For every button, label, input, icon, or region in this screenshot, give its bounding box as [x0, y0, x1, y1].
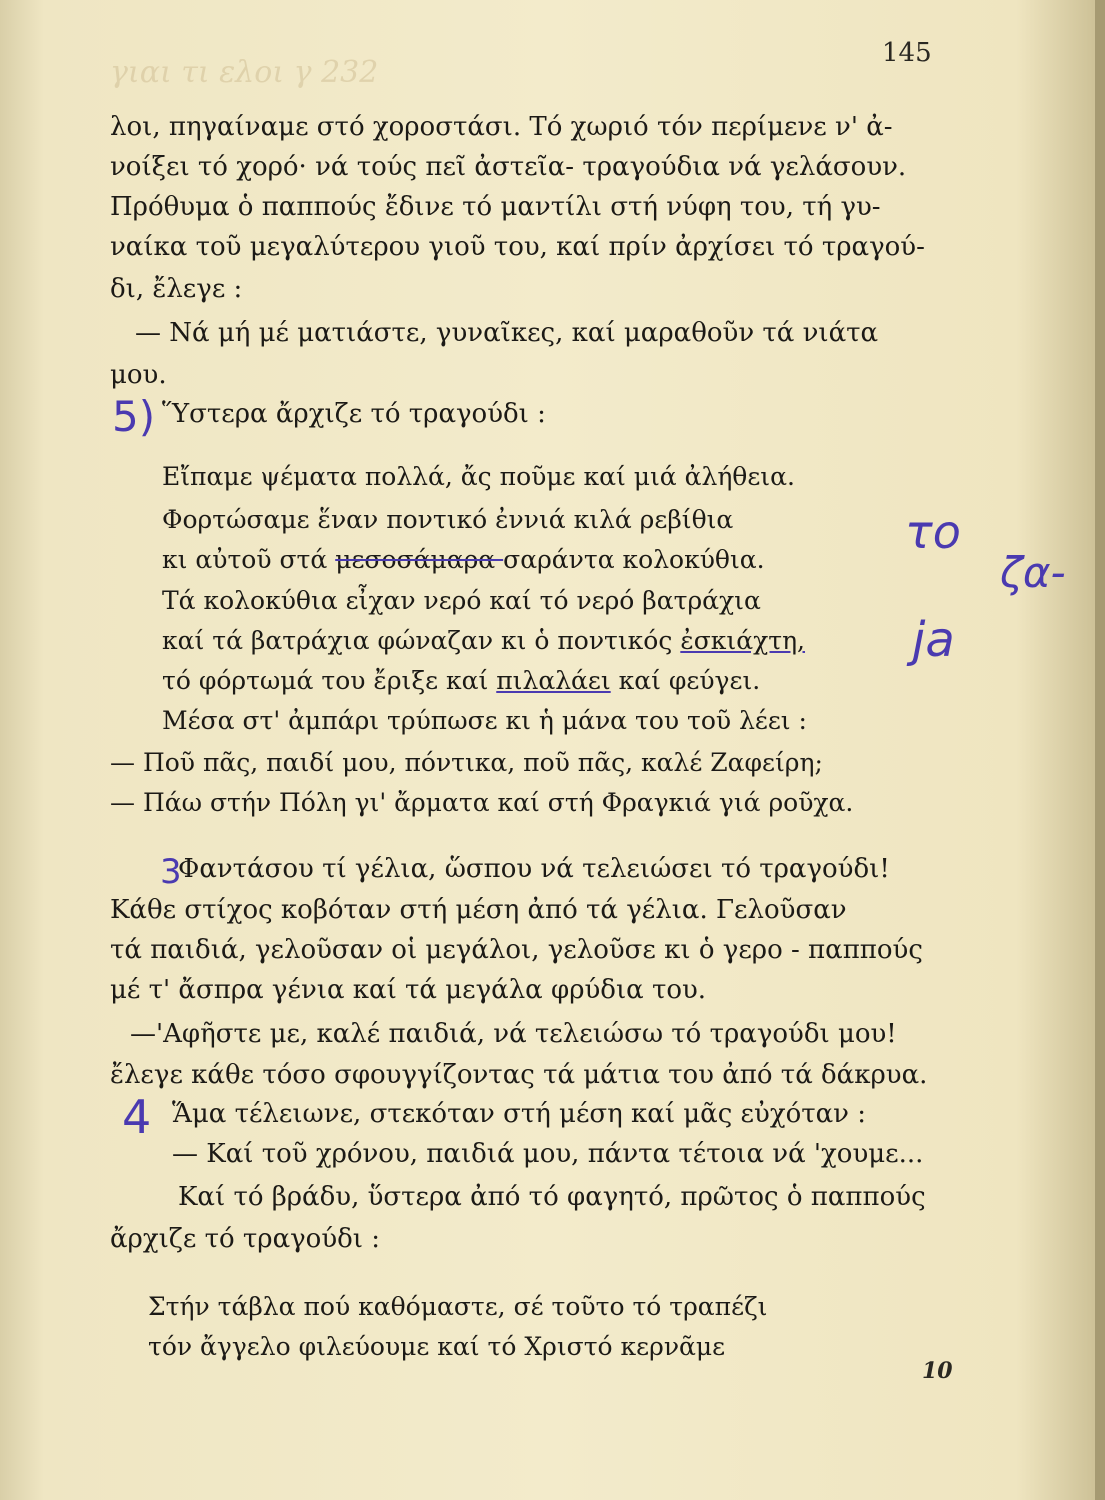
song-1-line-7: Μέσα στ' ἀμπάρι τρύπωσε κι ἡ μάνα του τοῦ λέει : [162, 706, 807, 735]
song-1-line-3: κι αὐτοῦ στά μεσοσάμαρα σαράντα κολοκύθια. [162, 545, 765, 574]
song-1-line-6: τό φόρτωμά του ἔριξε καί πιλαλάει καί φεύγει. [162, 666, 761, 695]
speech-2-continuation: ἔλεγε κάθε τόσο σφουγγίζοντας τά μάτια του ἀπό τά δάκρυα. [110, 1060, 928, 1090]
song-1-line-8: — Ποῦ πᾶς, παιδί μου, πόντικα, ποῦ πᾶς, καλέ Ζαφείρη; [110, 748, 823, 777]
song-1-line-2: Φορτώσαμε ἕναν ποντικό ἐννιά κιλά ρεβίθια [162, 505, 734, 534]
song-intro-1: Ὕστερα ἄρχιζε τό τραγούδι : [162, 399, 546, 429]
page-edge [1095, 0, 1105, 1500]
margin-handwriting-3: ja [912, 612, 955, 668]
underlined-word: ἐσκιάχτη, [680, 626, 806, 655]
paragraph-2-line-3: τά παιδιά, γελοῦσαν οἱ μεγάλοι, γελοῦσε κι ὁ γερο - παππούς [110, 935, 923, 965]
paragraph-4-line-1: Καί τό βράδυ, ὕστερα ἀπό τό φαγητό, πρῶτος ὁ παππούς [178, 1182, 926, 1212]
handwritten-mark-4: 4 [122, 1090, 152, 1144]
song-2-line-2: τόν ἄγγελο φιλεύουμε καί τό Χριστό κερνᾶμε [148, 1332, 726, 1361]
song-1-line-5: καί τά βατράχια φώναζαν κι ὁ ποντικός ἐσκιάχτη, [162, 626, 806, 655]
paragraph-2-line-4: μέ τ' ἄσπρα γένια καί τά μεγάλα φρύδια του. [110, 975, 707, 1005]
paragraph-2-line-2: Κάθε στίχος κοβόταν στή μέση ἀπό τά γέλια. Γελοῦσαν [110, 895, 847, 925]
paragraph-2-line-1: Φαντάσου τί γέλια, ὥσπου νά τελειώσει τό τραγούδι! [178, 854, 890, 884]
paragraph-1-line-5: δι, ἔλεγε : [110, 274, 243, 304]
paragraph-1-line-3: Πρόθυμα ὁ παππούς ἔδινε τό μαντίλι στή νύφη του, τή γυ- [110, 192, 881, 222]
speech-1-end: μου. [110, 360, 167, 390]
struck-word: μεσοσάμαρα [335, 545, 504, 574]
speech-2: —'Αφῆστε με, καλέ παιδιά, νά τελειώσω τό τραγούδι μου! [130, 1019, 897, 1049]
song-1-line-4: Τά κολοκύθια εἶχαν νερό καί τό νερό βατράχια [162, 586, 761, 615]
paragraph-1-line-4: ναίκα τοῦ μεγαλύτερου γιοῦ του, καί πρίν ἀρχίσει τό τραγού- [110, 232, 925, 262]
underlined-word: πιλαλάει [496, 666, 611, 695]
paragraph-1-line-2: νοίξει τό χορό· νά τούς πεῖ ἀστεῖα- τραγούδια νά γελάσουν. [110, 152, 907, 182]
bleed-through-text: γιαι τι ελοι γ 232 [110, 55, 379, 90]
song-1-line-9: — Πάω στήν Πόλη γι' ἄρματα καί στή Φραγκιά γιά ροῦχα. [110, 788, 854, 817]
margin-handwriting-1: το [905, 505, 961, 559]
song-1-line-1: Εἴπαμε ψέματα πολλά, ἄς ποῦμε καί μιά ἀλήθεια. [162, 462, 795, 491]
paragraph-3: Ἅμα τέλειωνε, στεκόταν στή μέση καί μᾶς εὐχόταν : [172, 1099, 867, 1129]
paragraph-4-line-2: ἄρχιζε τό τραγούδι : [110, 1224, 381, 1254]
signature-mark: 10 [922, 1358, 953, 1384]
handwritten-mark-3: 3 [160, 852, 182, 892]
speech-1: — Νά μή μέ ματιάστε, γυναῖκες, καί μαραθοῦν τά νιάτα [135, 318, 879, 348]
song-2-line-1: Στήν τάβλα πού καθόμαστε, σέ τοῦτο τό τραπέζι [148, 1292, 768, 1321]
speech-3: — Καί τοῦ χρόνου, παιδιά μου, πάντα τέτοια νά 'χουμε... [172, 1139, 924, 1169]
handwritten-mark-5: 5) [112, 392, 156, 441]
page-number: 145 [882, 38, 932, 68]
paragraph-1-line-1: λοι, πηγαίναμε στό χοροστάσι. Τό χωριό τόν περίμενε ν' ἀ- [110, 112, 893, 142]
margin-handwriting-2: ζα- [1000, 548, 1066, 597]
